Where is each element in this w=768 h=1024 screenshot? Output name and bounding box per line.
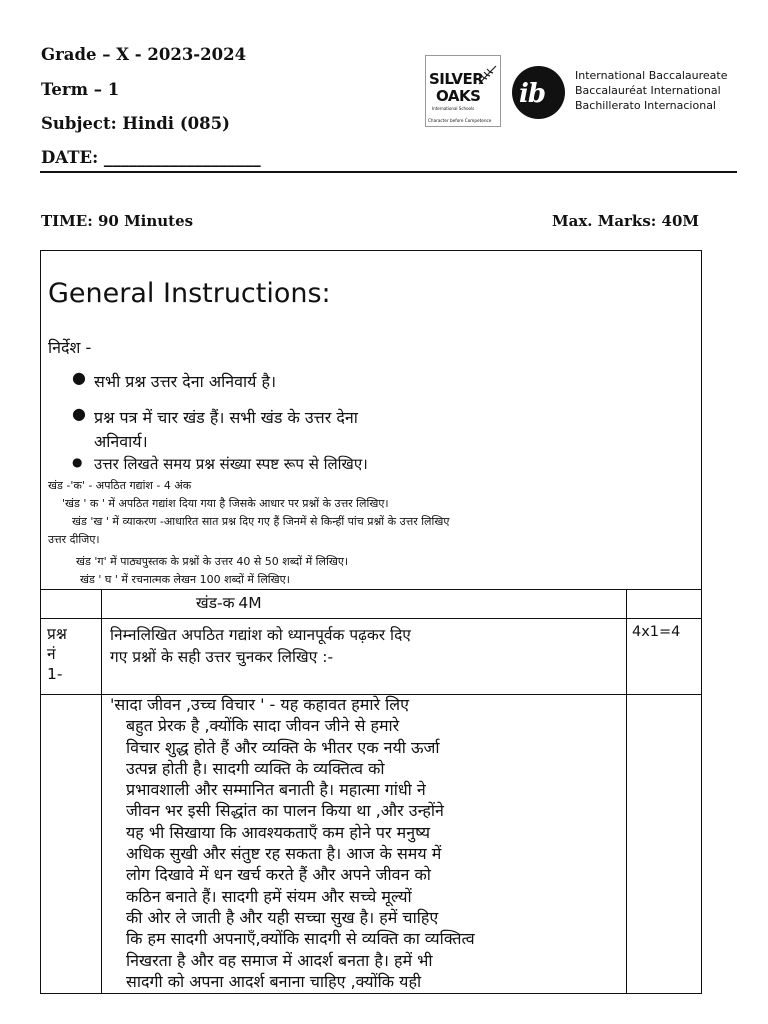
ib-line-2: Baccalauréat International [575,84,721,97]
question-label-3: 1- [47,665,63,683]
passage [110,694,622,992]
passage-line: निखरता है और वह समाज में आदर्श बनता है। हमें भी [126,950,433,970]
question-number [47,624,67,684]
passage-line: 'सादा जीवन ,उच्च विचार ' - यह कहावत हमारे लिए [110,695,409,714]
silver-oaks-line1: SILVER [429,70,484,88]
passage-line: अधिक सुखी और संतुष्ट रह सकता है। आज के समय में [126,844,442,864]
ib-line-3: Bachillerato Internacional [575,99,716,112]
table-col-2 [626,589,627,994]
passage-line: उत्पन्न होती है। सादगी व्यक्ति के व्यक्तित्व को [126,758,385,778]
table-rule-top [40,589,702,590]
time-label: TIME: 90 Minutes [41,212,194,230]
passage-line: विचार शुद्ध होते हैं और व्यक्ति के भीतर एक नयी ऊर्जा [126,737,440,757]
section-title-text: खंड-क [196,594,235,612]
silver-oaks-line2: OAKS [436,87,481,105]
instruction-3: उत्तर लिखते समय प्रश्न संख्या स्पष्ट रूप से लिखिए। [94,455,368,473]
passage-line: कि हम सादगी अपनाएँ,क्योंकि सादगी से व्यक्ति का व्यक्तित्व [126,929,475,949]
bullet-dot: ● [72,404,86,423]
ib-logo-lines [575,68,727,113]
instruction-section-a: खंड -'क' - अपठित गद्यांश - 4 अंक [48,479,192,492]
instruction-detail-2: खंड 'ख ' में व्याकरण -आधारित सात प्रश्न दिए गए हैं जिनमें से किन्हीं पांच प्रश्नों के उत्तर लिखिए [72,515,450,528]
table-rule-2 [40,618,702,619]
question-text-line-1: निम्नलिखित अपठित गद्यांश को ध्यानपूर्वक पढ़कर दिए [110,626,411,644]
instruction-2-cont: अनिवार्य। [94,432,148,451]
silver-oaks-line3: International Schools [432,106,475,111]
subject-line: Subject: Hindi (085) [41,114,230,133]
instruction-detail-2-cont: उत्तर दीजिए। [48,533,100,546]
bullet-dot: ● [72,368,86,387]
passage-line: सादगी को अपना आदर्श बनाना चाहिए ,क्योंकि यही [126,971,422,991]
grade-line: Grade – X - 2023-2024 [41,45,247,64]
question-text [110,624,411,668]
ib-line-1: International Baccalaureate [575,69,728,82]
header-rule [40,171,737,173]
instruction-2: प्रश्न पत्र में चार खंड हैं। सभी खंड के उत्तर देना [94,408,358,427]
general-instructions-heading: General Instructions: [48,278,331,309]
section-marks: 4M [238,594,262,612]
passage-line: की ओर ले जाती है और यही सच्चा सुख है। हमें चाहिए [126,907,439,927]
passage-line: जीवन भर इसी सिद्धांत का पालन किया था ,और उन्होंने [126,801,444,821]
instruction-1: सभी प्रश्न उत्तर देना अनिवार्य है। [94,372,277,391]
passage-line: कठिन बनाते हैं। सादगी हमें संयम और सच्चे मूल्यों [126,886,412,906]
passage-line: बहुत प्रेरक है ,क्योंकि सादा जीवन जीने से हमारे [126,716,400,736]
question-label-2: नं [47,645,56,663]
instruction-detail-3: खंड 'ग' में पाठ्यपुस्तक के प्रश्नों के उत्तर 40 से 50 शब्दों में लिखिए। [76,555,349,568]
max-marks-label: Max. Marks: 40M [552,212,700,230]
date-line: DATE: ___________________ [41,148,261,167]
term-line: Term – 1 [41,80,120,99]
question-label-1: प्रश्न [47,625,67,643]
silver-oaks-tagline: Character before Competence [428,118,492,123]
instruction-detail-1: 'खंड ' क ' में अपठित गद्यांश दिया गया है जिसके आधार पर प्रश्नों के उत्तर लिखिए। [62,497,389,510]
instructions-intro: निर्देश - [48,338,92,357]
instruction-detail-4: खंड ' घ ' में रचनात्मक लेखन 100 शब्दों में लिखिए। [80,573,290,586]
ib-logo-text: ib [519,79,546,109]
section-title [196,591,262,613]
bullet-dot: ● [72,455,83,469]
question-marks: 4x1=4 [632,624,681,640]
passage-line: प्रभावशाली और सम्मानित बनाती है। महात्मा गांधी ने [126,780,426,800]
table-col-1 [101,589,102,994]
passage-line: लोग दिखावे में धन खर्च करते हैं और अपने जीवन को [126,865,431,885]
passage-line: यह भी सिखाया कि आवश्यकताएँ कम होने पर मनुष्य [126,822,431,842]
silver-oaks-logo [425,55,501,127]
question-text-line-2: गए प्रश्नों के सही उत्तर चुनकर लिखिए :- [110,648,334,666]
